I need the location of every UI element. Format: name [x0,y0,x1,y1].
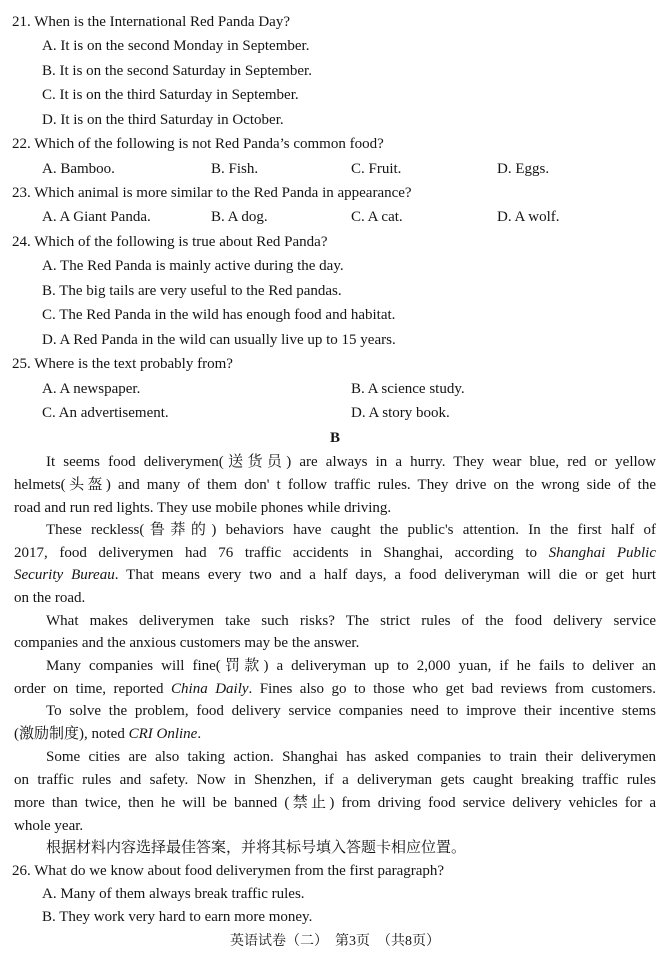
q21-option-c: C. It is on the third Saturday in September. [42,87,299,103]
p2-line-2 [14,543,656,563]
p4-line-2-text-b: . Fines also go to those who get bad reviews from customers. [248,681,656,697]
q26-option-b: B. They work very hard to earn more money. [42,909,313,925]
p5-line-2-text-b: . [197,726,202,742]
p1-line-3: road and run red lights. They use mobile phones while driving. [14,500,392,516]
instruction: 根据材料内容选择最佳答案，并将其标号填入答题卡相应位置。 [46,840,467,856]
q23-option-a: A. A Giant Panda. [42,209,151,225]
p6-line-1: Some cities are also taking action. Shanghai has asked companies to train their deliverymen [46,749,656,765]
q23-option-c: C. A cat. [351,209,403,225]
p5-line-2-text-a: (激励制度), noted [14,726,129,742]
q26-option-a: A. Many of them always break traffic rules. [42,886,305,902]
p2-line-3 [14,565,656,585]
q21-stem: 21. When is the International Red Panda Day? [12,14,290,30]
p4-line-2 [14,679,656,699]
p4-line-2-text-a: order on time, reported [14,681,172,697]
source-shanghai-public: Shanghai Public [548,545,656,561]
q25-stem: 25. Where is the text probably from? [12,356,233,372]
p2-line-1: These reckless(鲁莽的) behaviors have caught the public's attention. In the first half of [46,522,656,538]
page-footer: 英语试卷（二） 第3页 （共8页） [230,934,440,949]
q26-stem: 26. What do we know about food deliverymen from the first paragraph? [12,863,445,879]
q25-option-c: C. An advertisement. [42,405,169,421]
p6-line-4: whole year. [14,818,84,834]
p1-line-1: It seems food deliverymen(送货员) are always in a hurry. They wear blue, red or yellow [46,454,656,470]
q21-option-a: A. It is on the second Monday in September. [42,38,310,54]
p4-line-1: Many companies will fine(罚款) a deliveryman up to 2,000 yuan, if he fails to deliver an [46,658,656,674]
q24-option-d: D. A Red Panda in the wild can usually live up to 15 years. [42,332,396,348]
source-china-daily: China Daily [171,681,249,697]
q22-stem: 22. Which of the following is not Red Panda’s common food? [12,136,384,152]
q23-option-b: B. A dog. [211,209,268,225]
q24-option-c: C. The Red Panda in the wild has enough food and habitat. [42,307,396,323]
q22-option-d: D. Eggs. [497,161,550,177]
p2-line-3-text: . That means every two and a half days, a food deliveryman will die or get hurt [114,567,656,583]
q21-option-b: B. It is on the second Saturday in September. [42,63,312,79]
p3-line-2: companies and the anxious customers may be the answer. [14,635,360,651]
p1-line-2: helmets(头盔) and many of them don' t follow traffic rules. They drive on the wrong side of the [14,477,656,493]
q25-option-d: D. A story book. [351,405,450,421]
p2-line-4: on the road. [14,590,86,606]
q22-option-c: C. Fruit. [351,161,402,177]
p5-line-1: To solve the problem, food delivery service companies need to improve their incentive stems [46,703,656,719]
q24-stem: 24. Which of the following is true about Red Panda? [12,234,328,250]
passage-b-title: B [329,430,340,446]
q25-option-b: B. A science study. [351,381,465,397]
q24-option-a: A. The Red Panda is mainly active during the day. [42,258,344,274]
q21-option-d: D. It is on the third Saturday in October. [42,112,284,128]
q22-option-a: A. Bamboo. [42,161,115,177]
q23-option-d: D. A wolf. [497,209,560,225]
source-cri-online: CRI Online [128,726,198,742]
p6-line-2: on traffic rules and safety. Now in Shenzhen, if a deliveryman gets caught breaking traffic rules [14,772,656,788]
q24-option-b: B. The big tails are very useful to the Red pandas. [42,283,342,299]
source-security-bureau: Security Bureau [14,567,115,583]
p5-line-2 [14,724,656,744]
q25-option-a: A. A newspaper. [42,381,141,397]
p2-line-2-text: 2017, food deliverymen had 76 traffic accidents in Shanghai, according to [14,545,549,561]
p3-line-1: What makes deliverymen take such risks? The strict rules of the food delivery service [46,613,656,629]
q23-stem: 23. Which animal is more similar to the Red Panda in appearance? [12,185,412,201]
p6-line-3: more than twice, then he will be banned (禁止) from driving food service delivery vehicles for a [14,795,656,811]
q22-option-b: B. Fish. [211,161,259,177]
